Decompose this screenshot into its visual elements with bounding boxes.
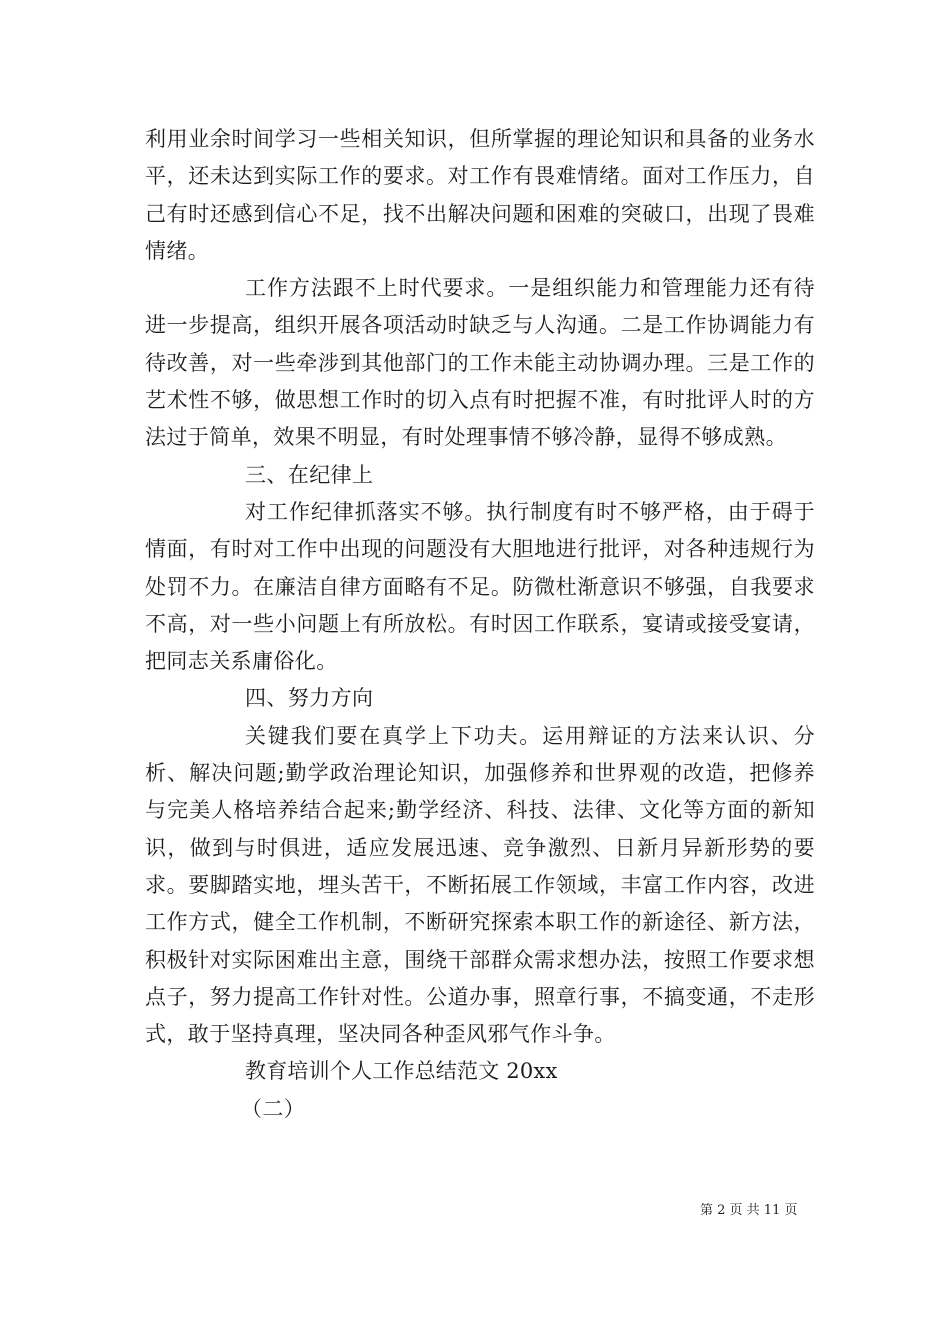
paragraph-direction: 关键我们要在真学上下功夫。运用辩证的方法来认识、分析、解决问题;勤学政治理论知识，加强修养和世界观的改造，把修养与完美人格培养结合起来;勤学经济、科技、法律、文化等方面的新知识，做到与时俱进，适应发展迅速、竞争激烈、日新月异新形势的要求。要脚踏实地，埋头苦干，不断拓展工作领域，丰富工作内容，改进工作方式，健全工作机制，不断研究探索本职工作的新途径、新方法，积极针对实际困难出主意，围绕干部群众需求想办法，按照工作要求想点子，努力提高工作针对性。公道办事，照章行事，不搞变通，不走形式，敢于坚持真理，坚决同各种歪风邪气作斗争。 (145, 723, 815, 1047)
paragraph-study-level: 利用业余时间学习一些相关知识，但所掌握的理论知识和具备的业务水平，还未达到实际工作的要求。对工作有畏难情绪。面对工作压力，自己有时还感到信心不足，找不出解决问题和困难的突破口，出现了畏难情绪。 (145, 127, 815, 263)
section-heading-discipline: 三、在纪律上 (245, 462, 374, 487)
paragraph-discipline: 对工作纪律抓落实不够。执行制度有时不够严格，由于碍于情面，有时对工作中出现的问题没有大胆地进行批评，对各种违规行为处罚不力。在廉洁自律方面略有不足。防微杜渐意识不够强，自我要求不高，对一些小问题上有所放松。有时因工作联系，宴请或接受宴请，把同志关系庸俗化。 (145, 499, 815, 674)
document-body (145, 121, 815, 1128)
document-subtitle: （二） (241, 1096, 306, 1121)
section-heading-direction: 四、努力方向 (245, 686, 374, 711)
paragraph-work-methods: 工作方法跟不上时代要求。一是组织能力和管理能力还有待进一步提高，组织开展各项活动时缺乏与人沟通。二是工作协调能力有待改善，对一些牵涉到其他部门的工作未能主动协调办理。三是工作的艺术性不够，做思想工作时的切入点有时把握不准，有时批评人时的方法过于简单，效果不明显，有时处理事情不够冷静，显得不够成熟。 (145, 276, 815, 450)
document-title: 教育培训个人工作总结范文 20xx (245, 1059, 558, 1084)
page-number-footer: 第 2 页 共 11 页 (700, 1203, 798, 1218)
